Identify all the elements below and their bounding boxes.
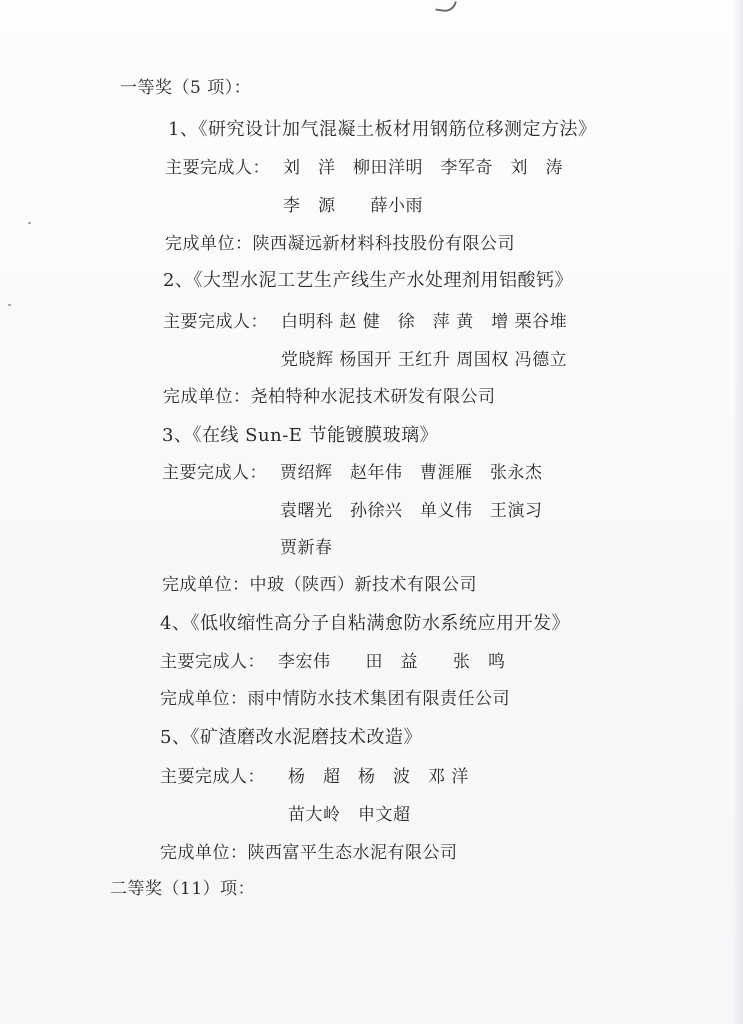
scan-edge-shadow — [733, 0, 743, 1024]
award-1-people-line-1: 刘 洋 柳田洋明 李军奇 刘 涛 — [283, 158, 563, 178]
award-5-unit: 完成单位：陕西富平生态水泥有限公司 — [160, 843, 458, 863]
award-2-unit: 完成单位：尧柏特种水泥技术研发有限公司 — [163, 387, 496, 407]
award-5-people-line-1: 杨 超 杨 波 邓 洋 — [288, 767, 469, 787]
award-2-title: 2、《大型水泥工艺生产线生产水处理剂用铝酸钙》 — [163, 270, 573, 291]
award-3-people-line-2: 袁曙光 孙徐兴 单义伟 王演习 — [280, 501, 543, 521]
award-3-people-line-3: 贾新春 — [280, 538, 333, 558]
award-5-title: 5、《矿渣磨改水泥磨技术改造》 — [160, 727, 422, 748]
award-1-title: 1、《研究设计加气混凝土板材用钢筋位移测定方法》 — [168, 119, 597, 140]
top-pen-mark — [435, 0, 456, 13]
second-prize-heading: 二等奖（11）项： — [110, 879, 256, 899]
award-2-people-line-1: 白明科 赵 健 徐 萍 黄 增 栗谷堆 — [281, 312, 568, 332]
award-3-unit: 完成单位：中玻（陕西）新技术有限公司 — [162, 575, 477, 595]
award-4-title: 4、《低收缩性高分子自粘满愈防水系统应用开发》 — [160, 613, 570, 634]
award-4-unit: 完成单位：雨中情防水技术集团有限责任公司 — [160, 689, 510, 709]
award-3-title: 3、《在线 Sun-E 节能镀膜玻璃》 — [162, 425, 439, 446]
award-2-people-label: 主要完成人： — [163, 312, 268, 332]
award-3-people-line-1: 贾绍辉 赵年伟 曹涯雁 张永杰 — [280, 463, 543, 483]
scan-speck — [28, 222, 31, 224]
award-1-people-label: 主要完成人： — [165, 158, 270, 178]
award-3-people-label: 主要完成人： — [162, 463, 267, 483]
first-prize-heading: 一等奖（5 项）： — [120, 78, 252, 98]
award-1-people-line-2: 李 源 薛小雨 — [283, 196, 423, 216]
award-5-people-line-2: 苗大岭 申文超 — [288, 805, 411, 825]
award-2-people-line-2: 党晓辉 杨国开 王红升 周国权 冯德立 — [281, 350, 568, 370]
award-4-people-label: 主要完成人： — [160, 652, 265, 672]
award-4-people-line-1: 李宏伟 田 益 张 鸣 — [278, 652, 506, 672]
award-5-people-label: 主要完成人： — [160, 767, 265, 787]
award-1-unit: 完成单位：陕西凝远新材料科技股份有限公司 — [165, 234, 515, 254]
scan-speck — [8, 304, 11, 306]
